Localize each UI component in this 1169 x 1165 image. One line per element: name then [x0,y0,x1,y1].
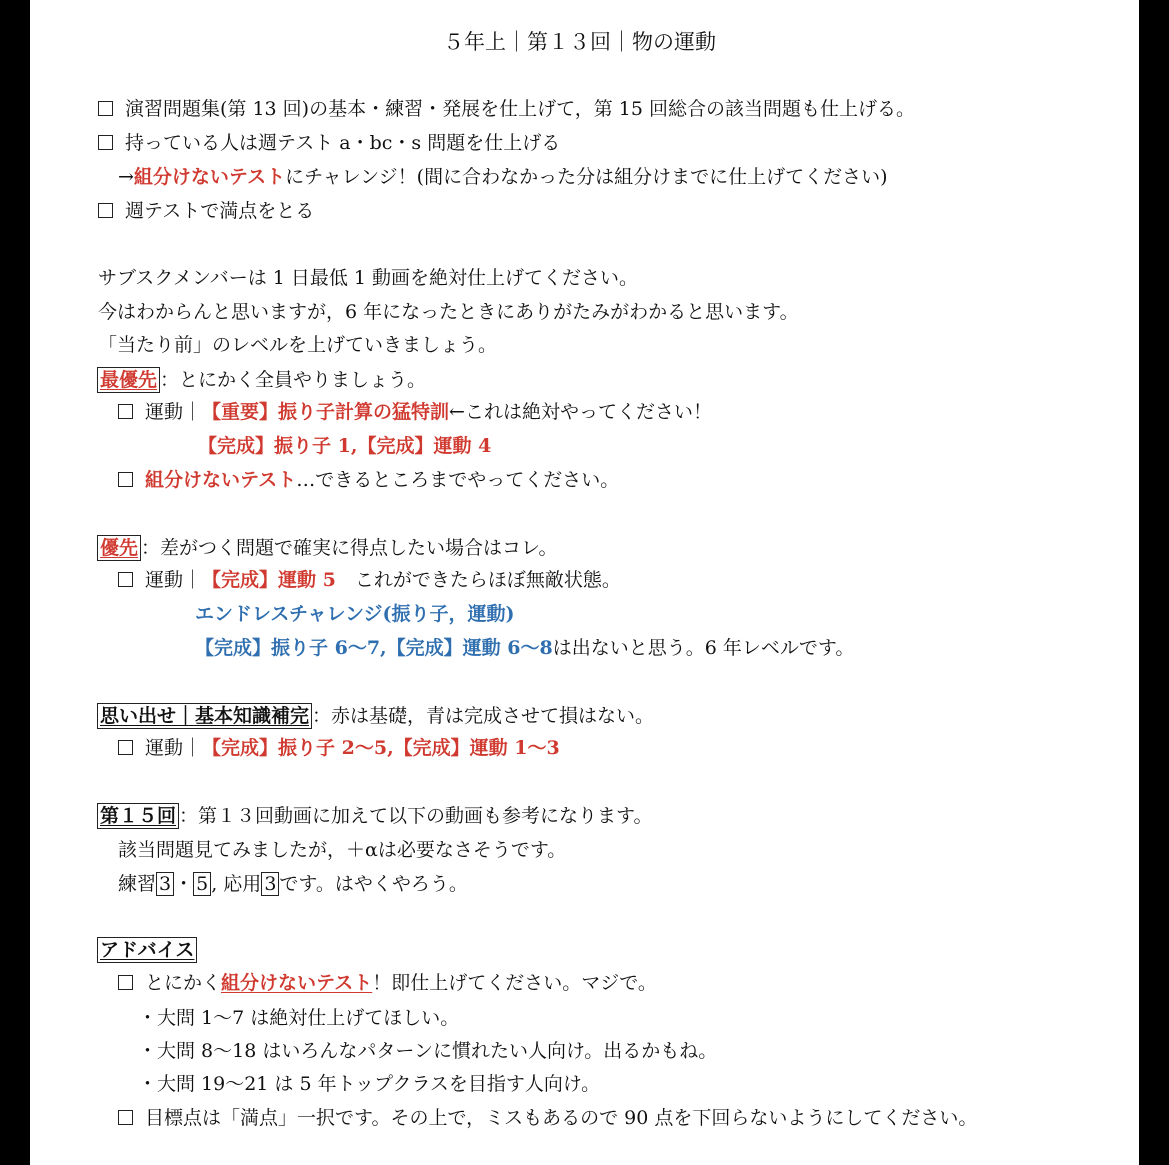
checkbox-icon[interactable] [118,1110,133,1125]
section-label: 優先 [97,535,141,561]
priority-item-1: 運動｜【完成】運動 5 これができたらほぼ無敵状態。 [118,568,621,592]
task-item-2: 持っている人は週テスト a・bc・s 問題を仕上げる [98,131,560,155]
top-priority-item-1-sub: 【完成】振り子 1,【完成】運動 4 [198,435,492,457]
problem-number-box: 3 [156,872,174,896]
top-priority-item-2: 組分けないテスト…できるところまでやってください。 [118,468,619,492]
intro-paragraph-3: 「当たり前」のレベルを上げていきましょう。 [98,334,498,356]
round15-paragraph-1: 該当問題見てみましたが，＋αは必要なさそうです。 [118,839,567,861]
intro-paragraph-1: サブスクメンバーは 1 日最低 1 動画を絶対仕上げてください。 [98,267,639,289]
round15-paragraph-2: 練習 3 ・ 5 , 応用 3 です。はやくやろう。 [118,873,468,895]
highlight-text: 組分けないテスト [133,166,286,188]
section-label: 最優先 [97,367,160,393]
checkbox-icon[interactable] [118,740,133,755]
top-priority-item-1: 運動｜【重要】振り子計算の猛特訓←これは絶対やってください！ [118,400,712,424]
document-page [30,0,1139,1165]
section-label: 思い出せ｜基本知識補完 [97,703,312,729]
section-review-heading: 思い出せ｜基本知識補完 ：赤は基礎，青は完成させて損はない。 [97,703,654,729]
page-title: ５年上｜第１３回｜物の運動 [443,30,716,54]
checkbox-icon[interactable] [118,572,133,587]
advice-bullet-2: ・大問 8～18 はいろんなパターンに慣れたい人向け。出るかもね。 [138,1040,718,1062]
advice-bullet-1: ・大問 1～7 は絶対仕上げてほしい。 [138,1007,460,1029]
task-item-1: 演習問題集(第 13 回)の基本・練習・発展を仕上げて，第 15 回総合の該当問題も仕上げる。 [98,97,915,121]
section-round15-heading: 第１５回 ：第１３回動画に加えて以下の動画も参考になります。 [97,803,653,829]
priority-item-1-sub-2: 【完成】振り子 6～7,【完成】運動 6～8は出ないと思う。6 年レベルです。 [195,637,855,659]
advice-item-2: 目標点は「満点」一択です。その上で，ミスもあるので 90 点を下回らないようにしてください。 [118,1106,977,1130]
problem-number-box: 5 [193,872,211,896]
problem-number-box: 3 [261,872,279,896]
section-label: 第１５回 [97,803,179,829]
checkbox-icon[interactable] [118,404,133,419]
checkbox-icon[interactable] [98,135,113,150]
review-item-1: 運動｜【完成】振り子 2～5,【完成】運動 1～3 [118,736,560,760]
section-priority-heading: 優先 ：差がつく問題で確実に得点したい場合はコレ。 [97,535,558,561]
task-item-2-note: →組分けないテストにチャレンジ！(間に合わなかった分は組分けまでに仕上げてください) [118,166,888,188]
task-item-3: 週テストで満点をとる [98,199,314,223]
checkbox-icon[interactable] [98,203,113,218]
priority-item-1-sub-1: エンドレスチャレンジ(振り子，運動) [195,603,515,625]
section-label: アドバイス [97,937,197,963]
checkbox-icon[interactable] [118,472,133,487]
section-advice-heading [97,937,197,963]
checkbox-icon[interactable] [118,975,133,990]
intro-paragraph-2: 今はわからんと思いますが，6 年になったときにありがたみがわかると思います。 [98,301,799,323]
section-top-priority-heading: 最優先 ：とにかく全員やりましょう。 [97,367,426,393]
advice-bullet-3: ・大問 19～21 は 5 年トップクラスを目指す人向け。 [138,1073,601,1095]
advice-item-1: とにかく組分けないテスト！即仕上げてください。マジで。 [118,971,657,995]
checkbox-icon[interactable] [98,101,113,116]
